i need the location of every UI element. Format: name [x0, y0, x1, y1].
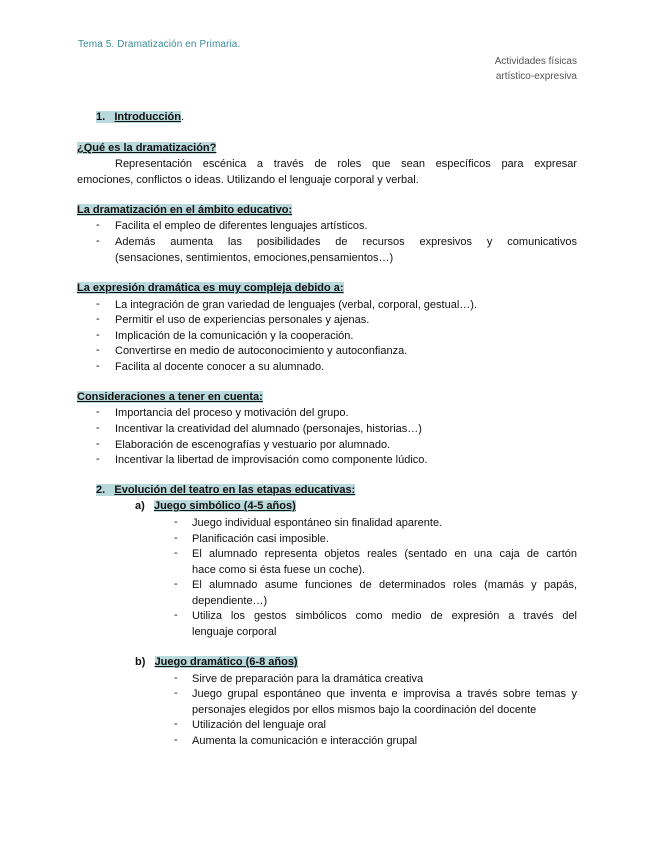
section-2-heading [96, 484, 355, 496]
bullet-dash: - [96, 438, 100, 450]
question-considerations [77, 391, 263, 403]
q3-item-3: Implicación de la comunicación y la cooperación. [115, 330, 354, 342]
q4-item-3: Elaboración de escenografías y vestuario por alumnado. [115, 439, 391, 451]
section-2-number: 2. [96, 484, 106, 496]
q1-title: ¿Qué es la dramatización? [77, 142, 217, 154]
sub-a-item-3-line2: hace como si ésta fuese un coche). [192, 564, 366, 576]
q4-title: Consideraciones a tener en cuenta: [77, 391, 263, 403]
sub-a-item-4-line2: dependiente…) [192, 595, 268, 607]
bullet-dash: - [96, 406, 100, 418]
sub-b-item-2-line1: Juego grupal espontáneo que inventa e improvisa a través sobre temas y [192, 688, 577, 700]
q3-item-1: La integración de gran variedad de lenguajes (verbal, corporal, gestual…). [115, 299, 477, 311]
sub-b-item-4: Aumenta la comunicación e interacción grupal [192, 735, 418, 747]
bullet-dash: - [96, 360, 100, 372]
question-what-is-dramatization [77, 142, 216, 154]
q2-item-2-line1: Además aumenta las posibilidades de recursos expresivos y comunicativos [115, 236, 577, 248]
question-education-scope [77, 204, 292, 216]
bullet-dash: - [96, 219, 100, 231]
q3-item-4: Convertirse en medio de autoconocimiento y autoconfianza. [115, 345, 408, 357]
section-1-number: 1. [96, 111, 106, 123]
q4-item-1: Importancia del proceso y motivación del grupo. [115, 407, 349, 419]
subsection-a-heading [135, 500, 296, 512]
section-1-title: Introducción [114, 111, 181, 123]
question-complexity [77, 282, 344, 294]
bullet-dash: - [96, 235, 100, 247]
bullet-dash: - [174, 578, 178, 590]
bullet-dash: - [96, 298, 100, 310]
sub-b-item-2-line2: personajes elegidos por ellos mismos bajo la coordinación del docente [192, 704, 537, 716]
bullet-dash: - [174, 672, 178, 684]
bullet-dash: - [174, 532, 178, 544]
q1-paragraph-line1: Representación escénica a través de roles que sean específicos para expresar [115, 158, 577, 170]
subsection-a-title: Juego simbólico (4-5 años) [153, 500, 296, 512]
sub-a-item-5-line1: Utiliza los gestos simbólicos como medio de expresión a través del [192, 610, 577, 622]
bullet-dash: - [96, 422, 100, 434]
q4-item-4: Incentivar la libertad de improvisación como componente lúdico. [115, 454, 428, 466]
subsection-b-letter: b) [135, 656, 146, 668]
q2-item-2-line2: (sensaciones, sentimientos, emociones,pensamientos…) [115, 252, 394, 264]
q2-title: La dramatización en el ámbito educativo: [77, 204, 293, 216]
q4-item-2: Incentivar la creatividad del alumnado (personajes, historias…) [115, 423, 422, 435]
bullet-dash: - [174, 718, 178, 730]
bullet-dash: - [96, 344, 100, 356]
sub-a-item-3-line1: El alumnado representa objetos reales (sentado en una caja de cartón [192, 548, 577, 560]
bullet-dash: - [174, 687, 178, 699]
bullet-dash: - [96, 313, 100, 325]
section-2-title: Evolución del teatro en las etapas educativas: [114, 484, 356, 496]
subsection-b-heading [135, 656, 298, 668]
bullet-dash: - [174, 516, 178, 528]
sub-a-item-2: Planificación casi imposible. [192, 533, 329, 545]
section-1-title-suffix: . [180, 111, 185, 123]
q1-paragraph-line2: emociones, conflictos o ideas. Utilizando el lenguaje corporal y verbal. [77, 174, 419, 186]
document-header-subject [495, 54, 577, 84]
sub-a-item-5-line2: lenguaje corporal [192, 626, 277, 638]
bullet-dash: - [174, 734, 178, 746]
q3-item-2: Permitir el uso de experiencias personales y ajenas. [115, 314, 370, 326]
bullet-dash: - [96, 453, 100, 465]
sub-a-item-4-line1: El alumnado asume funciones de determinados roles (mamás y papás, [192, 579, 577, 591]
bullet-dash: - [174, 547, 178, 559]
q2-item-1: Facilita el empleo de diferentes lenguajes artísticos. [115, 220, 368, 232]
q3-item-5: Facilita al docente conocer a su alumnado. [115, 361, 325, 373]
sub-b-item-1: Sirve de preparación para la dramática creativa [192, 673, 424, 685]
subsection-b-title: Juego dramático (6-8 años) [154, 656, 298, 668]
header-subject-line1: Actividades físicas [494, 56, 577, 67]
bullet-dash: - [96, 329, 100, 341]
q3-title: La expresión dramática es muy compleja debido a: [77, 282, 344, 294]
sub-b-item-3: Utilización del lenguaje oral [192, 719, 326, 731]
sub-a-item-1: Juego individual espontáneo sin finalidad aparente. [192, 517, 443, 529]
header-subject-line2: artístico-expresiva [495, 71, 577, 82]
bullet-dash: - [174, 609, 178, 621]
section-1-heading [96, 111, 184, 123]
document-header-title: Tema 5. Dramatización en Primaria. [78, 39, 241, 50]
subsection-a-letter: a) [135, 500, 145, 512]
